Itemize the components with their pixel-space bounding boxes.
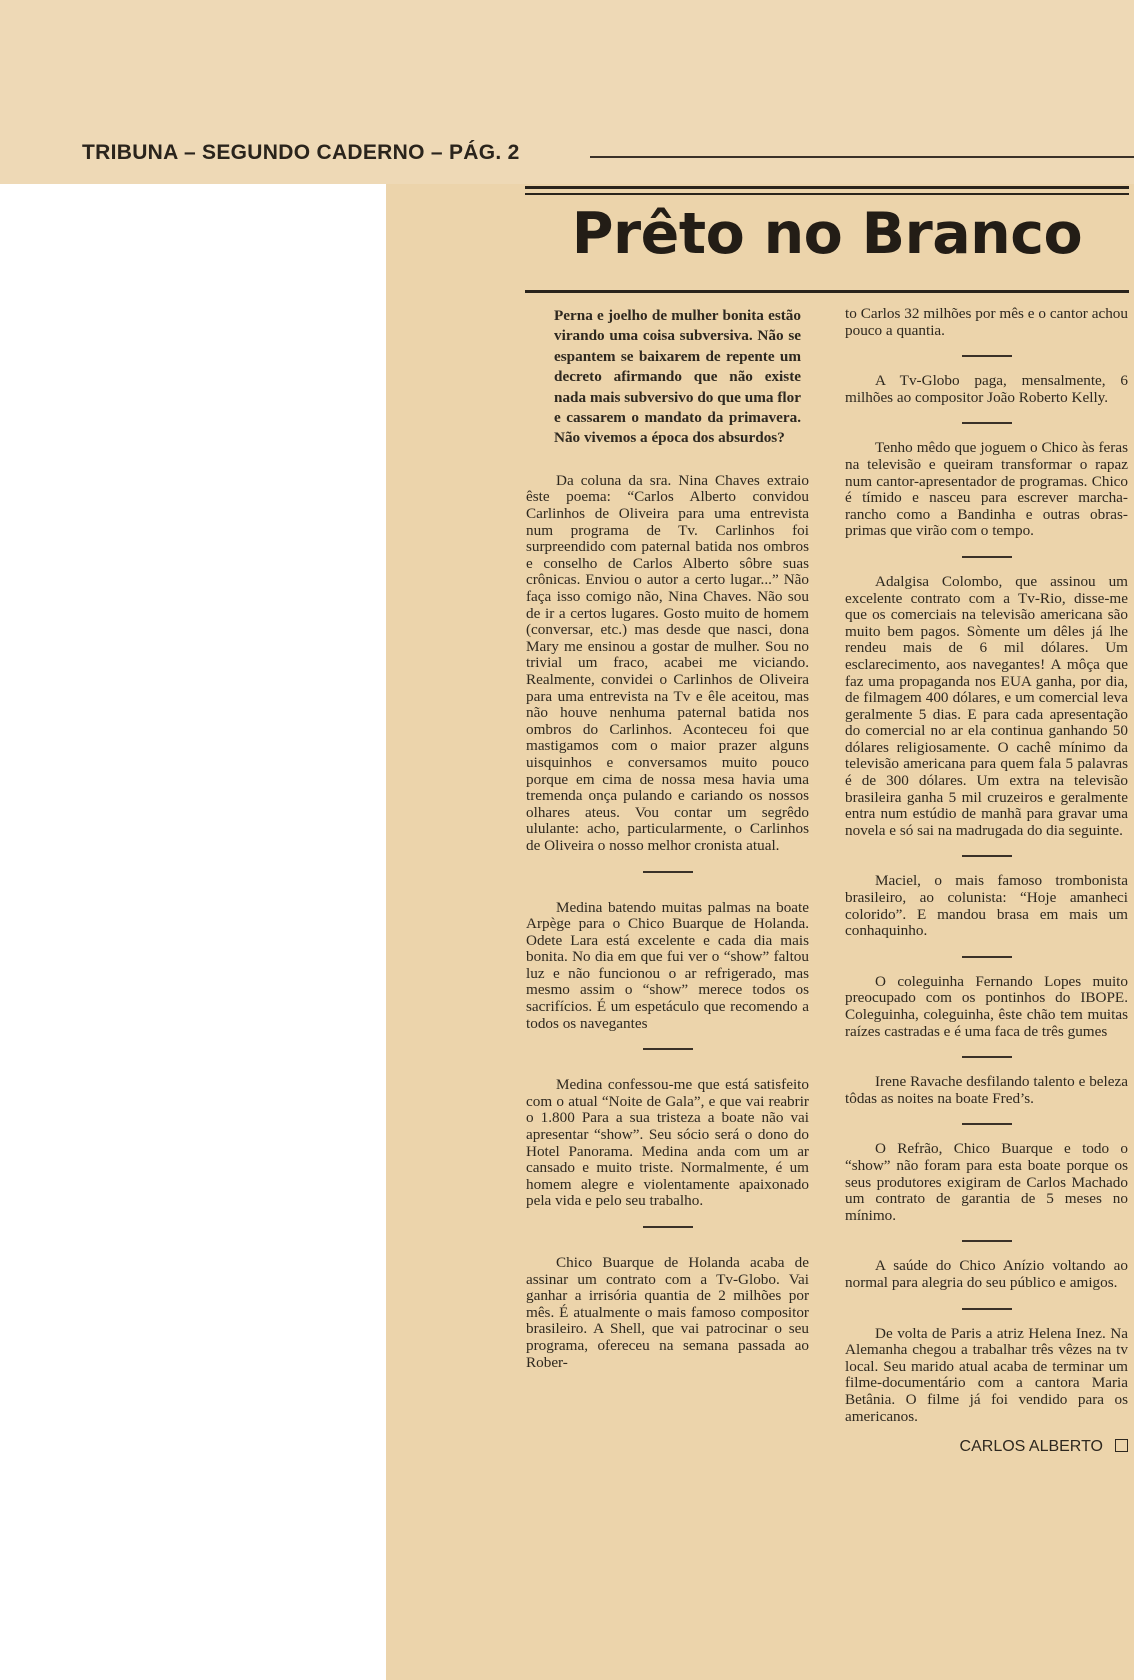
article-column-right: [845, 306, 1128, 1456]
news-item: Maciel, o mais famoso trombonista brasileiro, ao colunista: “Hoje amanheci colorido”. E mandou brasa em mais um conhaquinho.: [845, 872, 1128, 940]
item-separator: [962, 956, 1012, 958]
news-item: Tenho mêdo que joguem o Chico às feras na televisão e queiram transformar o rapaz num cantor-apresentador de programas. Chico é tímido e nasceu para escrever marcha-rancho como a Bandinha e outras obras-primas que virão com o tempo.: [845, 439, 1128, 540]
item-separator: [643, 1048, 693, 1050]
news-item: A saúde do Chico Anízio voltando ao normal para alegria do seu público e amigos.: [845, 1257, 1128, 1291]
header-rule: [590, 156, 1134, 158]
item-separator: [643, 1226, 693, 1228]
news-item: Irene Ravache desfilando talento e beleza tôdas as noites na boate Fred’s.: [845, 1073, 1128, 1107]
item-separator: [962, 1308, 1012, 1310]
news-item: Da coluna da sra. Nina Chaves extraio êste poema: “Carlos Alberto convidou Carlinhos de Oliveira para uma entrevista num programa de Tv. Carlinhos foi surpreendido com paternal batida nos ombros e conselho de Carlos Alberto sôbre suas crônicas. Enviou o autor a certo lugar...” Não faça isso comigo não, Nina Chaves. Não sou de ir a certos lugares. Gosto muito de homem (conversar, etc.) mas desde que nasci, dona Mary me ensinou a gostar de mulher. Sou no trivial um fraco, acabei me viciando. Realmente, convidei o Carlinhos de Oliveira para uma entrevista na Tv e êle aceitou, mas não houve nenhuma paternal batida nos ombros do Carlinhos. Aconteceu foi que mastigamos com o maior prazer alguns uisquinhos e conversamos muito pouco porque em cima de nossa mesa havia uma tremenda onça pulando e cariando os nossos olhares ateus. Vou contar um segrêdo ululante: acho, particularmente, o Carlinhos de Oliveira o nosso melhor cronista atual.: [526, 471, 809, 854]
title-rule-bottom: [525, 290, 1129, 293]
item-separator: [962, 1123, 1012, 1125]
news-item: Medina batendo muitas palmas na boate Arpège para o Chico Buarque de Holanda. Odete Lara está excelente e cada dia mais bonita. No dia em que fui ver o “show” faltou luz e não funcionou o ar refrigerado, mas mesmo assim o “show” merece todos os sacrifícios. É um espetáculo que recomendo a todos os navegantes: [526, 898, 809, 1032]
item-separator: [643, 871, 693, 873]
byline: [845, 1439, 1128, 1456]
news-item: Medina confessou-me que está satisfeito com o atual “Noite de Gala”, e que vai reabrir o 1.800 Para a sua tristeza a boate não vai apresentar “show”. Seu sócio será o dono do Hotel Panorama. Medina anda com um ar cansado e muito triste. Normalmente, é um homem alegre e violentamente apaixonado pela vida e pelo seu trabalho.: [526, 1076, 809, 1210]
byline-name: CARLOS ALBERTO: [959, 1438, 1103, 1456]
news-item: Adalgisa Colombo, que assinou um excelente contrato com a Tv-Rio, disse-me que os comerciais na televisão americana são muito bem pagos. Sòmente um dêles já lhe rendeu mais de 6 mil dólares. Um esclarecimento, aos navegantes! A môça que faz uma propaganda nos EUA ganha, por dia, de filmagem 400 dólares, e um comercial leva geralmente 5 dias. E para cada apresentação do comercial no ar ela continua ganhando 50 dólares religiosamente. O cachê mínimo da televisão americana para quem fala 5 palavras é de 300 dólares. Um extra na televisão brasileira ganha 5 mil cruzeiros e geralmente entra num estúdio de manhã para gravar uma novela e só sai na madrugada do dia seguinte.: [845, 572, 1128, 839]
news-item: O coleguinha Fernando Lopes muito preocupado com os pontinhos do IBOPE. Coleguinha, coleguinha, êste chão tem muitas raízes castradas e é uma faca de três gumes: [845, 972, 1128, 1040]
page-header: TRIBUNA – SEGUNDO CADERNO – PÁG. 2: [82, 141, 520, 164]
news-item: Chico Buarque de Holanda acaba de assinar um contrato com a Tv-Globo. Vai ganhar a irrisória quantia de 2 milhões por mês. É atualmente o mais famoso compositor brasileiro. A Shell, que vai patrocinar o seu programa, ofereceu na semana passada ao Rober-: [526, 1254, 809, 1371]
item-separator: [962, 1056, 1012, 1058]
lead-paragraph: Perna e joelho de mulher bonita estão virando uma coisa subversiva. Não se espantem se baixarem de repente um decreto afirmando que não existe nada mais subversivo do que uma flor e cassarem o mandato da primavera. Não vivemos a época dos absurdos?: [554, 307, 801, 447]
end-mark-icon: [1115, 1439, 1128, 1452]
news-item: De volta de Paris a atriz Helena Inez. Na Alemanha chegou a trabalhar três vêzes na tv local. Seu marido atual acaba de terminar um filme-documentário com a cantora Maria Betânia. O filme já foi vendido para os americanos.: [845, 1324, 1128, 1425]
title-rule-top: [525, 186, 1129, 189]
item-separator: [962, 556, 1012, 558]
item-separator: [962, 422, 1012, 424]
news-item: A Tv-Globo paga, mensalmente, 6 milhões ao compositor João Roberto Kelly.: [845, 372, 1128, 406]
item-separator: [962, 355, 1012, 357]
item-separator: [962, 1240, 1012, 1242]
item-separator: [962, 855, 1012, 857]
news-item: O Refrão, Chico Buarque e todo o “show” não foram para esta boate porque os seus produtores exigiram de Carlos Machado um contrato de garantia de 5 meses no mínimo.: [845, 1140, 1128, 1224]
news-item: to Carlos 32 milhões por mês e o cantor achou pouco a quantia.: [845, 305, 1128, 339]
title-rule-top-thin: [525, 193, 1129, 195]
article-column-left: [526, 306, 809, 1371]
column-title: Prêto no Branco: [571, 201, 1083, 267]
